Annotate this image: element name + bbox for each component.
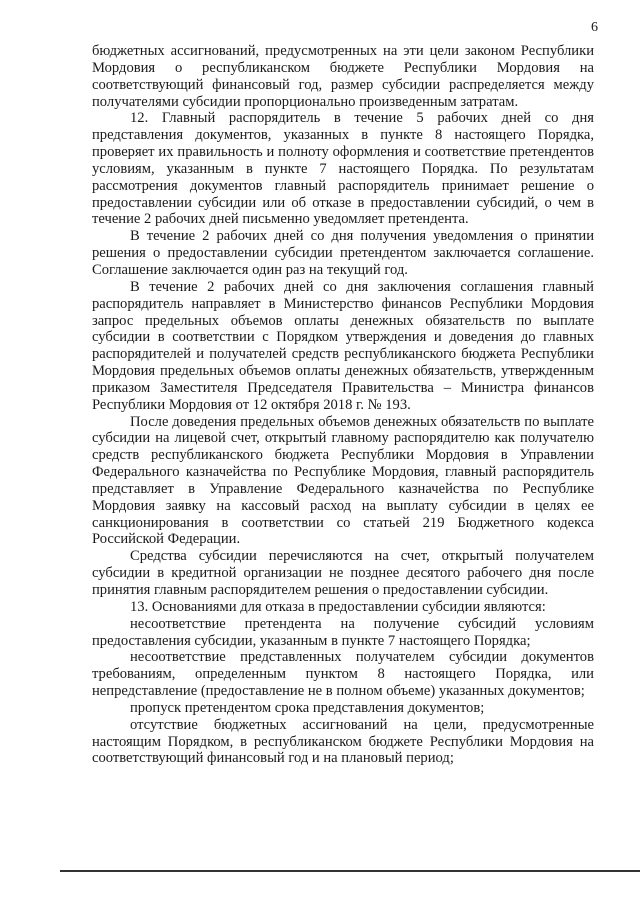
- document-body: [92, 43, 594, 767]
- paragraph: Средства субсидии перечисляются на счет, открытый получателем субсидии в кредитной организации не позднее десятого рабочего дня после принятия главным распорядителем решения о предоставлении субсидии.: [92, 548, 594, 598]
- paragraph: 13. Основаниями для отказа в предоставлении субсидии являются:: [130, 598, 546, 615]
- paragraph: пропуск претендентом срока представления документов;: [130, 699, 485, 716]
- paragraph: 12. Главный распорядитель в течение 5 рабочих дней со дня представления документов, указанных в пункте 8 настоящего Порядка, проверяет их правильность и полноту оформления и соответствие претендентов условиям, указанным в пункте 7 настоящего Порядка. По результатам рассмотрения документов главный распорядитель принимает решение о предоставлении субсидии или об отказе в предоставлении субсидий, о чем в течение 2 рабочих дней письменно уведомляет претендента.: [92, 110, 594, 228]
- page-number: 6: [591, 20, 598, 35]
- paragraph: несоответствие представленных получателем субсидии документов требованиям, определенным пунктом 8 настоящего Порядка, или непредставление (предоставление не в полном объеме) указанных документов;: [92, 649, 594, 700]
- paragraph: бюджетных ассигнований, предусмотренных на эти цели законом Республики Мордовия о республиканском бюджете Республики Мордовия на соответствующий финансовый год, размер субсидии распределяется между получателями субсидии пропорционально произведенным затратам.: [92, 43, 594, 110]
- paragraph: отсутствие бюджетных ассигнований на цели, предусмотренные настоящим Порядком, в республиканском бюджете Республики Мордовия на соответствующий финансовый год и на плановый период;: [92, 716, 594, 767]
- paragraph: несоответствие претендента на получение субсидий условиям предоставления субсидии, указанным в пункте 7 настоящего Порядка;: [92, 615, 594, 649]
- paragraph: В течение 2 рабочих дней со дня заключения соглашения главный распорядитель направляет в Министерство финансов Республики Мордовия запрос предельных объемов оплаты денежных обязательств по выплате субсидии в соответствии с Порядком утверждения и доведения до главных распорядителей и получателей средств республиканского бюджета Республики Мордовия предельных объемов оплаты денежных обязательств, утвержденным приказом Заместителя Председателя Правительства – Министра финансов Республики Мордовия от 12 октября 2018 г. № 193.: [92, 278, 594, 413]
- paragraph: В течение 2 рабочих дней со дня получения уведомления о принятии решения о предоставлении субсидии претендентом заключается соглашение. Соглашение заключается один раз на текущий год.: [92, 228, 594, 278]
- paragraph: После доведения предельных объемов денежных обязательств по выплате субсидии на лицевой счет, открытый главному распорядителю как получателю средств республиканского бюджета Республики Мордовия в Управлении Федерального казначейства по Республике Мордовия, главный распорядитель представляет в Управление Федерального казначейства по Республике Мордовия заявку на кассовый расход на выплату субсидии в целях ее санкционирования в соответствии со статьей 219 Бюджетного кодекса Российской Федерации.: [92, 413, 594, 548]
- footer-divider: [60, 870, 640, 872]
